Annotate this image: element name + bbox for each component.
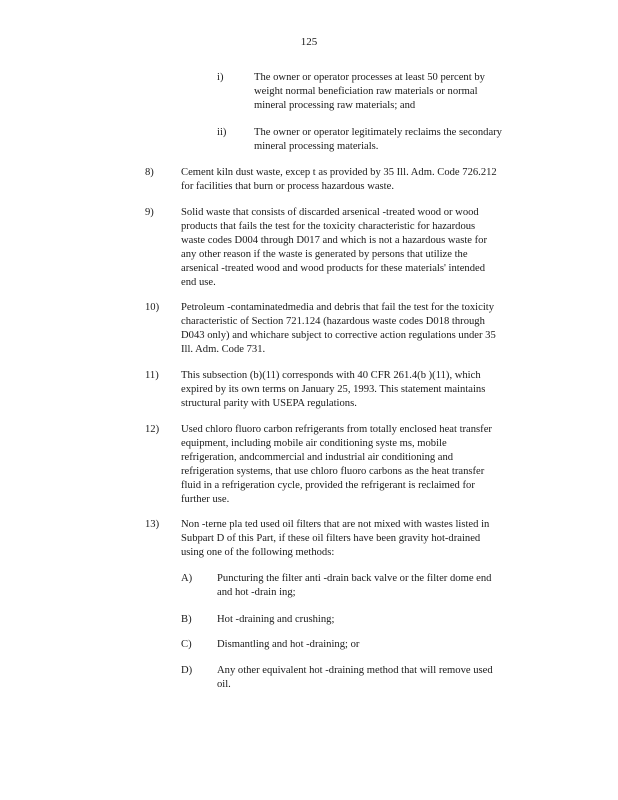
page-number: 125 [300,36,318,48]
item-text: Non -terne pla ted used oil filters that are not mixed with wastes listed in Subpart D of this Part, if these oil filters have been gravity hot-drained using one of the following methods: [181,519,490,558]
item-number: C) [181,639,192,650]
item-text: Any other equivalent hot -draining method that will remove used oil. [217,665,493,690]
item-text: Cement kiln dust waste, excep t as provided by 35 Ill. Adm. Code 726.212 for facilities that burn or process hazardous waste. [181,167,497,192]
item-number: i) [217,72,224,83]
item-number: 11) [145,370,159,381]
item-text: This subsection (b)(11) corresponds with 40 CFR 261.4(b )(11), which expired by its own terms on January 25, 1993. This statement maintains structural parity with USEPA regulations. [181,370,486,409]
item-text: Dismantling and hot -draining; or [217,639,360,650]
item-text: Petroleum -contaminatedmedia and debris that fail the test for the toxicity characteristic of Section 721.124 (hazardous waste codes D018 through D043 only) and whichare subject to corrective action regulations under 35 Ill. Adm. Code 731. [181,302,496,355]
item-number: 8) [145,167,154,178]
item-number: ii) [217,127,227,138]
item-number: 13) [145,519,160,530]
item-number: B) [181,614,192,625]
item-number: A) [181,573,193,584]
item-text: Used chloro fluoro carbon refrigerants from totally enclosed heat transfer equipment, including mobile air conditioning syste ms, mobile refrigeration, andcommercial and industrial air conditioning and refrigeration systems, that use chloro fluoro carbons as the heat transfer fluid in a refrigeration cycle, provided the refrigerant is reclaimed for further use. [181,424,492,505]
item-number: 10) [145,302,160,313]
item-text: Solid waste that consists of discarded arsenical -treated wood or wood products that fails the test for the toxicity characteristic for hazardous waste codes D004 through D017 and which is not a hazardous waste for any other reason if the waste is generated by persons that utilize the arsenical -treated wood and wood products for these materials' intended end use. [181,207,487,288]
item-text: Hot -draining and crushing; [217,614,335,625]
item-text: The owner or operator processes at least 50 percent by weight normal beneficiation raw materials or normal mineral processing raw materials; and [254,72,485,111]
item-text: The owner or operator legitimately reclaims the secondary mineral processing materials. [254,127,502,152]
item-number: D) [181,665,193,676]
item-number: 12) [145,424,160,435]
item-text: Puncturing the filter anti -drain back valve or the filter dome end and hot -drain ing; [217,573,492,598]
item-number: 9) [145,207,154,218]
